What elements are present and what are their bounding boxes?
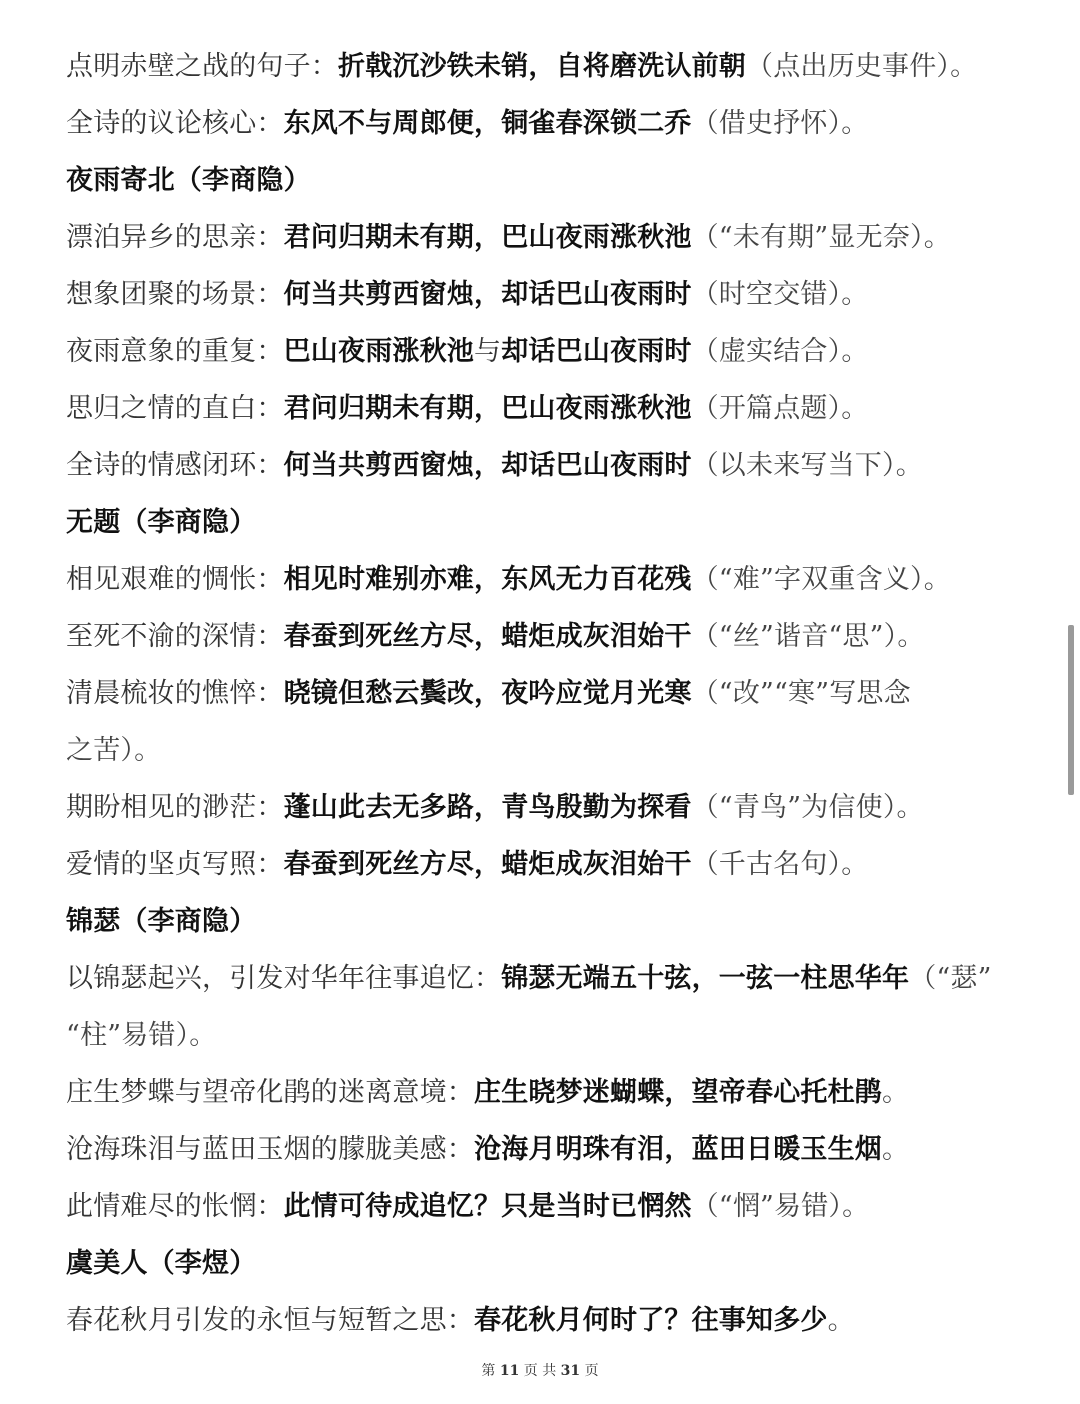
poem-quote: 庄生晓梦迷蝴蝶，望帝春心托杜鹃 (474, 1077, 882, 1108)
poem-quote: 何当共剪西窗烛，却话巴山夜雨时 (283, 279, 692, 310)
poem-quote: 君问归期未有期，巴山夜雨涨秋池 (283, 393, 692, 424)
poem-quote: 君问归期未有期，巴山夜雨涨秋池 (283, 222, 692, 253)
entry-label: 庄生梦蝶与望帝化鹃的迷离意境： (66, 1077, 474, 1108)
connector-text: 与 (474, 336, 502, 367)
footer-prefix: 第 (481, 1363, 496, 1379)
annotation-note: 。 (827, 1305, 855, 1336)
poem-quote: 东风不与周郎便，铜雀春深锁二乔 (283, 108, 692, 139)
entry-line (66, 380, 1026, 437)
entry-label: 期盼相见的渺茫： (66, 792, 284, 823)
poem-quote: 却话巴山夜雨时 (501, 336, 692, 367)
entry-line (66, 1178, 1026, 1235)
annotation-note: （以未来写当下）。 (691, 450, 923, 481)
annotation-note: （“未有期”显无奈）。 (691, 222, 951, 253)
annotation-note: （千古名句）。 (691, 849, 869, 880)
total-pages-number: 31 (560, 1363, 581, 1379)
footer-suffix: 页 (584, 1363, 599, 1379)
poem-quote: 折戟沉沙铁未销，自将磨洗认前朝 (338, 51, 746, 82)
annotation-note: （“青鸟”为信使）。 (691, 792, 924, 823)
poem-quote: 相见时难别亦难，东风无力百花残 (283, 564, 692, 595)
page-footer (0, 1360, 1080, 1380)
entry-line (66, 950, 1026, 1007)
entry-line (66, 209, 1026, 266)
poem-quote: 此情可待成追忆？只是当时已惘然 (283, 1191, 692, 1222)
entry-label: 相见艰难的惆怅： (66, 564, 284, 595)
annotation-note: （“惘”易错）。 (691, 1191, 870, 1222)
poem-quote: 春蚕到死丝方尽，蜡炬成灰泪始干 (283, 849, 692, 880)
entry-label: 清晨梳妆的憔悴： (66, 678, 284, 709)
annotation-note: 。 (882, 1077, 910, 1108)
poem-quote: 锦瑟无端五十弦，一弦一柱思华年 (501, 963, 910, 994)
annotation-note: 。 (882, 1134, 910, 1165)
entry-line (66, 38, 1026, 95)
poem-quote: 春花秋月何时了？往事知多少 (474, 1305, 828, 1336)
current-page-number: 11 (499, 1363, 520, 1379)
entry-line (66, 836, 1026, 893)
entry-line (66, 1064, 1026, 1121)
entry-label: 爱情的坚贞写照： (66, 849, 284, 880)
entry-label: 至死不渝的深情： (66, 621, 284, 652)
entry-label: 思归之情的直白： (66, 393, 284, 424)
annotation-note: （“难”字双重含义）。 (691, 564, 951, 595)
entry-line (66, 1121, 1026, 1178)
entry-label: 春花秋月引发的永恒与短暂之思： (66, 1305, 474, 1336)
annotation-note: （时空交错）。 (691, 279, 869, 310)
poem-quote: 晓镜但愁云鬓改，夜吟应觉月光寒 (283, 678, 692, 709)
entry-line (66, 608, 1026, 665)
entry-label: 此情难尽的怅惘： (66, 1191, 284, 1222)
entry-continuation (66, 1007, 1026, 1064)
annotation-note: （“丝”谐音“思”）。 (691, 621, 925, 652)
entry-label: 点明赤壁之战的句子： (66, 51, 338, 82)
entry-continuation (66, 722, 1026, 779)
entry-label: 想象团聚的场景： (66, 279, 284, 310)
annotation-note: （“改”“寒”写思念 (691, 678, 911, 709)
entry-line (66, 779, 1026, 836)
document-body (66, 38, 1026, 1349)
annotation-note: （点出历史事件）。 (746, 51, 978, 82)
entry-line (66, 95, 1026, 152)
poem-heading: 无题（李商隐） (66, 507, 257, 538)
poem-quote: 巴山夜雨涨秋池 (283, 336, 475, 367)
scrollbar-thumb[interactable] (1068, 625, 1074, 795)
entry-line (66, 1292, 1026, 1349)
poem-heading: 夜雨寄北（李商隐） (66, 165, 311, 196)
poem-quote: 沧海月明珠有泪，蓝田日暖玉生烟 (474, 1134, 882, 1165)
annotation-note: （开篇点题）。 (691, 393, 869, 424)
poem-quote: 春蚕到死丝方尽，蜡炬成灰泪始干 (283, 621, 692, 652)
poem-quote: 何当共剪西窗烛，却话巴山夜雨时 (283, 450, 692, 481)
entry-line (66, 665, 1026, 722)
poem-heading: 锦瑟（李商隐） (66, 906, 257, 937)
entry-label: 夜雨意象的重复： (66, 336, 284, 367)
annotation-note: （借史抒怀）。 (691, 108, 869, 139)
entry-label: 漂泊异乡的思亲： (66, 222, 284, 253)
entry-line (66, 266, 1026, 323)
footer-mid: 页 共 (523, 1363, 557, 1379)
entry-label: 全诗的情感闭环： (66, 450, 284, 481)
annotation-note: （“瑟” (909, 963, 992, 994)
annotation-note: （虚实结合）。 (691, 336, 869, 367)
entry-label: 以锦瑟起兴，引发对华年往事追忆： (66, 963, 502, 994)
annotation-note: “柱”易错）。 (66, 1020, 217, 1051)
entry-line (66, 551, 1026, 608)
entry-line (66, 323, 1026, 380)
poem-heading: 虞美人（李煜） (66, 1248, 257, 1279)
annotation-note: 之苦）。 (66, 735, 162, 766)
entry-label: 全诗的议论核心： (66, 108, 284, 139)
entry-label: 沧海珠泪与蓝田玉烟的朦胧美感： (66, 1134, 474, 1165)
entry-line (66, 437, 1026, 494)
poem-quote: 蓬山此去无多路，青鸟殷勤为探看 (283, 792, 692, 823)
